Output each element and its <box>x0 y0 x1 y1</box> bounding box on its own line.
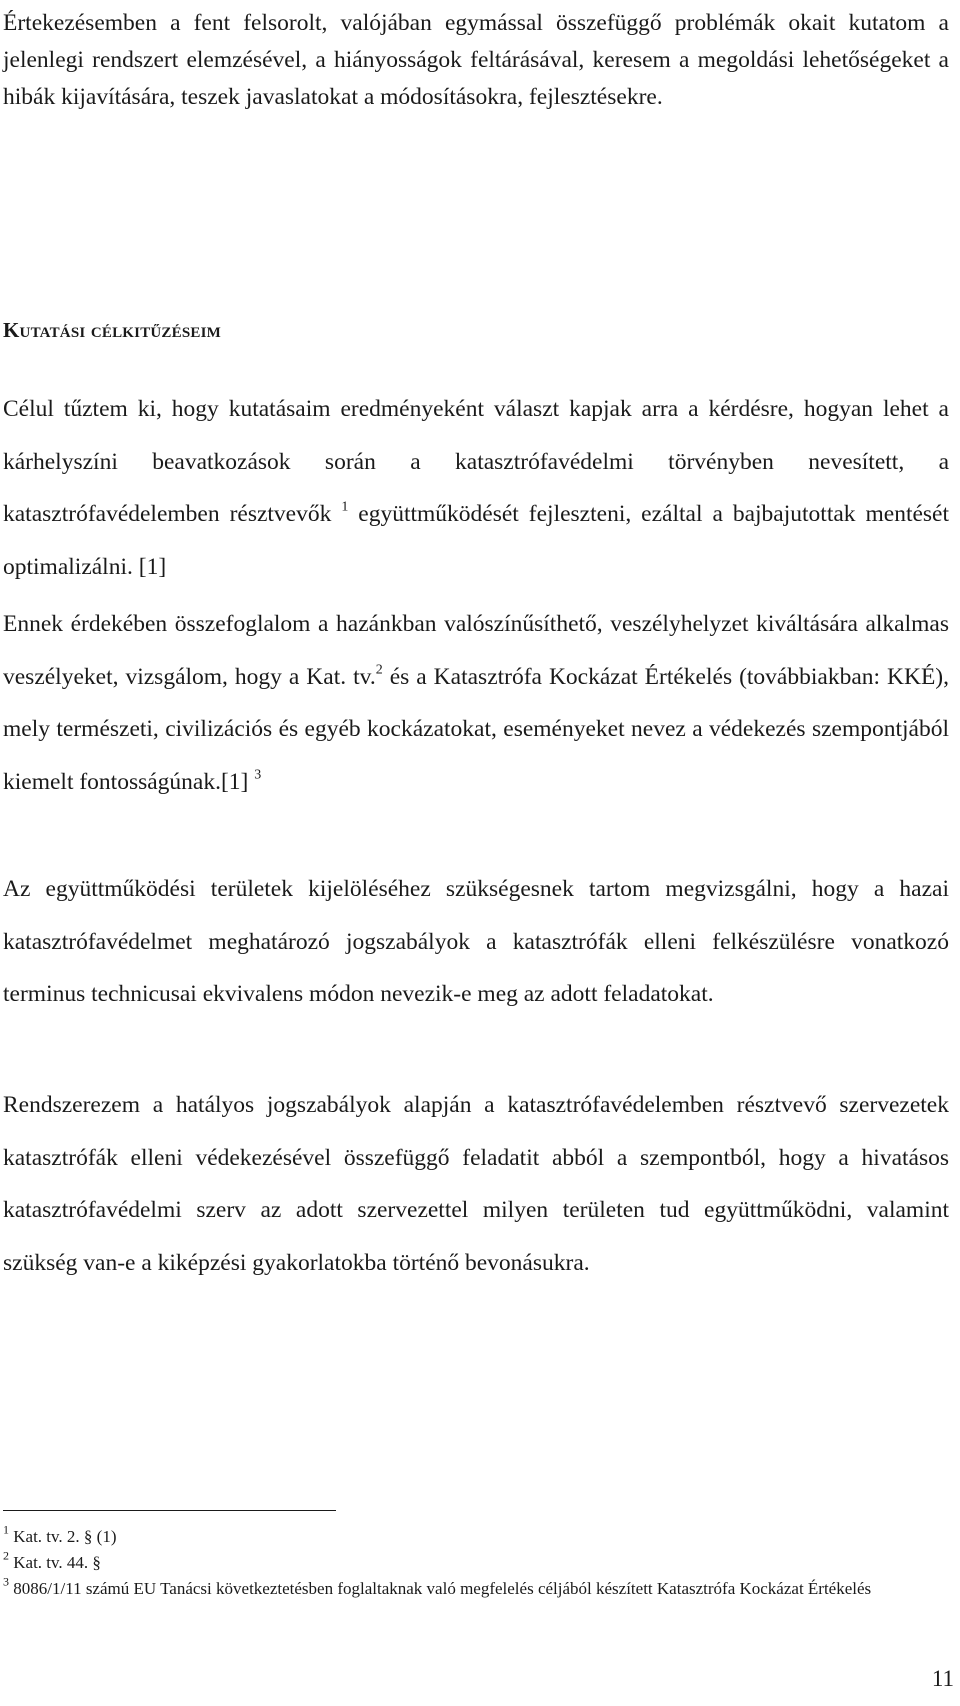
footnote-number: 2 <box>3 1548 9 1563</box>
page-number: 11 <box>931 1666 954 1691</box>
footnote-reference[interactable]: 1 <box>341 499 349 515</box>
footnote-text: Kat. tv. 44. § <box>13 1553 101 1572</box>
footnote-number: 1 <box>3 1522 9 1537</box>
footnote-text: 8086/1/11 számú EU Tanácsi következtetésben foglaltaknak való megfelelés céljából készített Katasztrófa Kockázat Értékelés <box>13 1579 872 1598</box>
paragraph-hazards <box>3 598 949 808</box>
intro-paragraph: Értekezésemben a fent felsorolt, valójában egymással összefüggő problémák okait kutatom a jelenlegi rendszert elemzésével, a hiányosságok feltárásával, keresem a megoldási lehetőségeket a hibák kijavítására, teszek javaslatokat a módosításokra, fejlesztésekre. <box>3 10 949 110</box>
paragraph-text: Ennek érdekében összefoglalom a hazánkban valószínűsíthető, veszélyhelyzet kiváltására alkalmas veszélyeket, vizsgálom, hogy a Kat. tv. <box>3 611 949 690</box>
footnote <box>3 1524 943 1550</box>
paragraph-research-goal <box>3 383 949 593</box>
footnote-text: Kat. tv. 2. § (1) <box>13 1527 117 1546</box>
section-heading: Kutatási célkitűzéseim <box>3 318 221 342</box>
footnote-separator <box>3 1510 336 1511</box>
paragraph-text: Célul tűztem ki, hogy kutatásaim eredményeként választ kapjak arra a kérdésre, hogyan lehet a kárhelyszíni beavatkozások során a katasztrófavédelmi törvényben nevesített, a katasztrófavédelemben résztvevők <box>3 396 949 528</box>
footnote <box>3 1550 943 1576</box>
footnotes <box>3 1524 943 1602</box>
footnote-reference[interactable]: 2 <box>375 662 383 678</box>
footnote <box>3 1576 943 1602</box>
paragraph-text: és a Katasztrófa Kockázat Értékelés (továbbiakban: KKÉ), mely természeti, civilizációs és egyéb kockázatokat, eseményeket nevez a védekezés szempontjából kiemelt fontosságúnak.[1] <box>3 663 950 795</box>
paragraph-terminology: Az együttműködési területek kijelöléséhez szükségesnek tartom megvizsgálni, hogy a hazai katasztrófavédelmet meghatározó jogszabályok a katasztrófák elleni felkészülésre vonatkozó terminus technicusai ekvivalens módon nevezik-e meg az adott feladatokat. <box>3 876 949 1008</box>
footnote-number: 3 <box>3 1574 9 1589</box>
footnote-reference[interactable]: 3 <box>254 767 262 783</box>
paragraph-text: együttműködését fejleszteni, ezáltal a bajbajutottak mentését optimalizálni. [1] <box>3 501 950 580</box>
paragraph-organizations: Rendszerezem a hatályos jogszabályok alapján a katasztrófavédelemben résztvevő szervezetek katasztrófák elleni védekezésével összefüggő feladatit abból a szempontból, hogy a hivatásos katasztrófavédelmi szerv az adott szervezettel milyen területen tud együttműködni, valamint szükség van-e a kiképzési gyakorlatokba történő bevonásukra. <box>3 1092 949 1276</box>
